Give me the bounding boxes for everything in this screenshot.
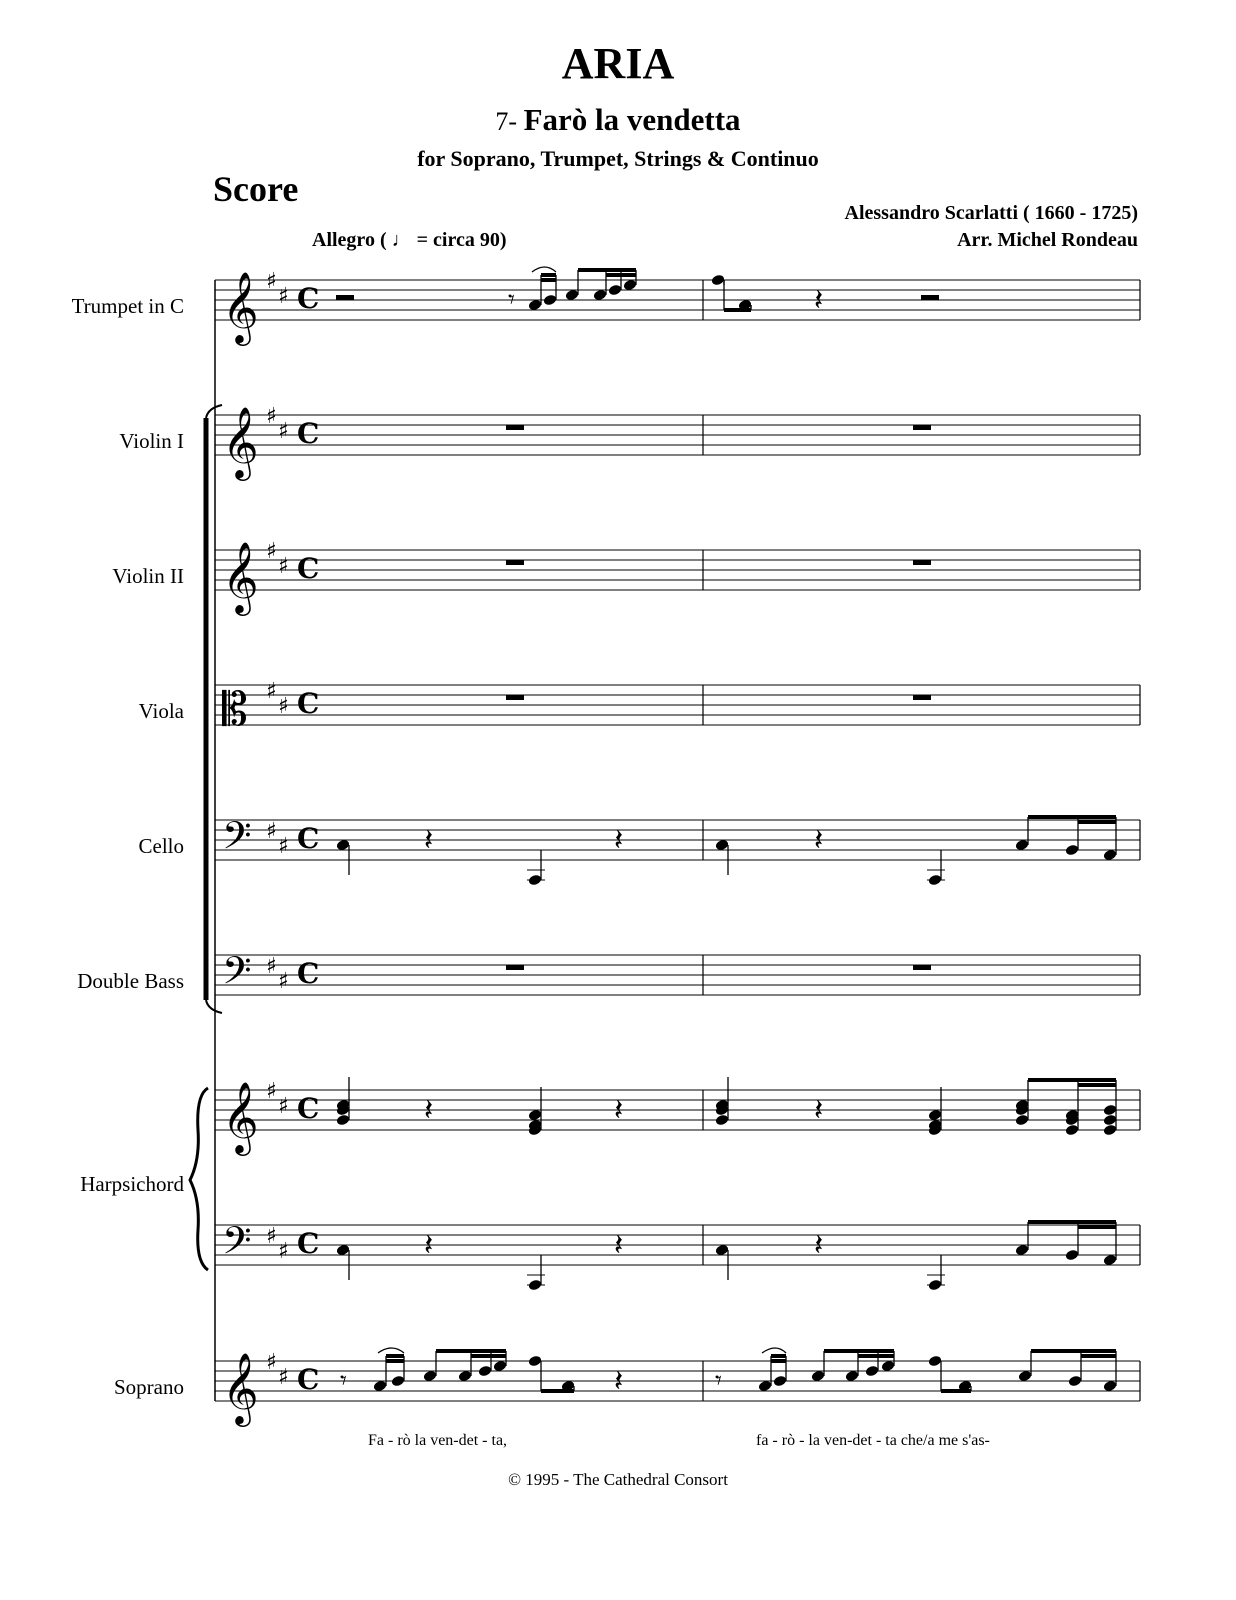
whole-rest	[506, 695, 524, 700]
quarter-rest: 𝄽	[614, 1093, 624, 1128]
treble-clef-icon: 𝄞	[222, 1080, 259, 1153]
note-head	[458, 1370, 473, 1383]
sharp-icon: ♯	[278, 969, 289, 994]
note-head	[1015, 1244, 1030, 1257]
quarter-rest: 𝄽	[814, 1093, 824, 1128]
sharp-icon: ♯	[266, 1224, 277, 1249]
slur	[378, 1348, 404, 1353]
note-head	[1103, 849, 1118, 862]
piece-number: 7-	[495, 107, 518, 136]
note-head	[478, 1365, 493, 1378]
sharp-icon: ♯	[266, 1079, 277, 1104]
instrument-label-soprano: Soprano	[114, 1375, 184, 1399]
whole-rest	[506, 425, 524, 430]
whole-rest	[913, 560, 931, 565]
chord-note-head	[336, 1114, 351, 1127]
note-head	[773, 1375, 788, 1388]
half-rest	[336, 295, 354, 300]
whole-rest	[506, 560, 524, 565]
note-head	[608, 284, 623, 297]
lyric-measure-2: fa - rò - la ven-det - ta che/a me s'as-	[756, 1432, 990, 1449]
instrument-label-violin1: Violin I	[119, 429, 184, 453]
note-head	[881, 1360, 896, 1373]
instrument-label-viola: Viola	[138, 699, 184, 723]
instrument-label-trumpet: Trumpet in C	[71, 294, 184, 318]
sharp-icon: ♯	[266, 679, 277, 704]
harpsichord-brace	[190, 1088, 208, 1270]
note-head	[565, 289, 580, 302]
common-time-icon: C	[297, 1227, 320, 1260]
common-time-icon: C	[297, 687, 320, 720]
treble-clef-icon: 𝄞	[222, 540, 259, 613]
lyric-measure-1: Fa - rò la ven-det - ta,	[368, 1432, 508, 1449]
piece-name: Farò la vendetta	[523, 102, 741, 137]
chord-note-head	[928, 1109, 943, 1122]
chord-note-head	[1103, 1124, 1118, 1137]
arranger: Arr. Michel Rondeau	[957, 229, 1138, 251]
staff-bass	[215, 955, 1140, 995]
sharp-icon: ♯	[278, 419, 289, 444]
whole-rest	[913, 695, 931, 700]
sharp-icon: ♯	[266, 1350, 277, 1375]
note-head	[528, 1355, 543, 1368]
note-head	[336, 1244, 351, 1257]
eighth-rest: 𝄾	[340, 1366, 347, 1396]
note-head	[758, 1380, 773, 1393]
eighth-rest: 𝄾	[508, 285, 515, 315]
strings-bracket-bottom	[206, 1000, 222, 1013]
note-head	[1103, 1254, 1118, 1267]
treble-clef-icon: 𝄞	[222, 1351, 259, 1424]
chord-note-head	[1103, 1114, 1118, 1127]
note-head	[391, 1375, 406, 1388]
sharp-icon: ♯	[278, 834, 289, 859]
staff-viola	[215, 685, 1140, 725]
bass-clef-icon: 𝄢	[222, 948, 252, 1002]
composer: Alessandro Scarlatti ( 1660 - 1725)	[844, 202, 1138, 224]
quarter-rest: 𝄽	[424, 1228, 434, 1263]
staff-soprano	[215, 1361, 1140, 1401]
eighth-rest: 𝄾	[715, 1366, 722, 1396]
whole-rest	[913, 425, 931, 430]
instrument-label-cello: Cello	[138, 834, 184, 858]
chord-note-head	[528, 1109, 543, 1122]
note-head	[865, 1365, 880, 1378]
note-head	[928, 1355, 943, 1368]
note-head	[1018, 1370, 1033, 1383]
tempo-marking: Allegro ( ♩ = circa 90)	[312, 229, 507, 251]
note-head	[811, 1370, 826, 1383]
note-head	[493, 1360, 508, 1373]
strings-bracket-top	[206, 405, 222, 418]
note-head	[1068, 1375, 1083, 1388]
common-time-icon: C	[297, 552, 320, 585]
note-head	[423, 1370, 438, 1383]
staff-violin2	[215, 550, 1140, 590]
sharp-icon: ♯	[266, 269, 277, 294]
sharp-icon: ♯	[278, 1094, 289, 1119]
common-time-icon: C	[297, 282, 320, 315]
sharp-icon: ♯	[266, 954, 277, 979]
chord-note-head	[1103, 1104, 1118, 1117]
copyright: © 1995 - The Cathedral Consort	[508, 1470, 728, 1489]
quarter-rest: 𝄽	[814, 1228, 824, 1263]
quarter-rest: 𝄽	[424, 823, 434, 858]
sharp-icon: ♯	[266, 539, 277, 564]
common-time-icon: C	[297, 957, 320, 990]
common-time-icon: C	[297, 1092, 320, 1125]
score-label: Score	[213, 169, 299, 209]
note-head	[1015, 839, 1030, 852]
quarter-rest: 𝄽	[614, 823, 624, 858]
note-head	[711, 274, 726, 287]
sharp-icon: ♯	[278, 1365, 289, 1390]
note-head	[715, 1244, 730, 1257]
quarter-rest: 𝄽	[614, 1228, 624, 1263]
note-head	[336, 839, 351, 852]
bass-clef-icon: 𝄢	[222, 1218, 252, 1272]
sharp-icon: ♯	[278, 554, 289, 579]
staff-cello	[215, 820, 1140, 860]
staff-harp-lh	[215, 1225, 1140, 1265]
note-head	[373, 1380, 388, 1393]
sharp-icon: ♯	[278, 284, 289, 309]
note-head	[715, 839, 730, 852]
note-head	[1065, 1249, 1080, 1262]
staff-violin1	[215, 415, 1140, 455]
whole-rest	[913, 965, 931, 970]
half-rest	[921, 295, 939, 300]
note-head	[593, 289, 608, 302]
note-head	[528, 299, 543, 312]
whole-rest	[506, 965, 524, 970]
note-head	[543, 294, 558, 307]
note-head	[1103, 1380, 1118, 1393]
sharp-icon: ♯	[266, 404, 277, 429]
treble-clef-icon: 𝄞	[222, 405, 259, 478]
treble-clef-icon: 𝄞	[222, 270, 259, 343]
sharp-icon: ♯	[278, 1239, 289, 1264]
quarter-rest: 𝄽	[424, 1093, 434, 1128]
alto-clef-icon: 𝄡	[222, 682, 248, 736]
common-time-icon: C	[297, 417, 320, 450]
slur	[762, 1348, 786, 1353]
instrument-label-bass: Double Bass	[77, 969, 184, 993]
common-time-icon: C	[297, 822, 320, 855]
instrument-label-violin2: Violin II	[112, 564, 184, 588]
quarter-rest: 𝄽	[614, 1364, 624, 1399]
common-time-icon: C	[297, 1363, 320, 1396]
chord-note-head	[715, 1114, 730, 1127]
instrument-label-harpsichord: Harpsichord	[80, 1172, 184, 1196]
note-head	[845, 1370, 860, 1383]
staff-harp-rh	[215, 1090, 1140, 1130]
title: ARIA	[561, 39, 675, 88]
note-head	[623, 279, 638, 292]
sharp-icon: ♯	[266, 819, 277, 844]
instrumentation: for Soprano, Trumpet, Strings & Continuo	[417, 146, 819, 171]
chord-note-head	[1065, 1124, 1080, 1137]
quarter-rest: 𝄽	[814, 283, 824, 318]
slur	[532, 267, 556, 272]
note-head	[1065, 844, 1080, 857]
sharp-icon: ♯	[278, 694, 289, 719]
chord-note-head	[1015, 1114, 1030, 1127]
quarter-rest: 𝄽	[814, 823, 824, 858]
bass-clef-icon: 𝄢	[222, 813, 252, 867]
